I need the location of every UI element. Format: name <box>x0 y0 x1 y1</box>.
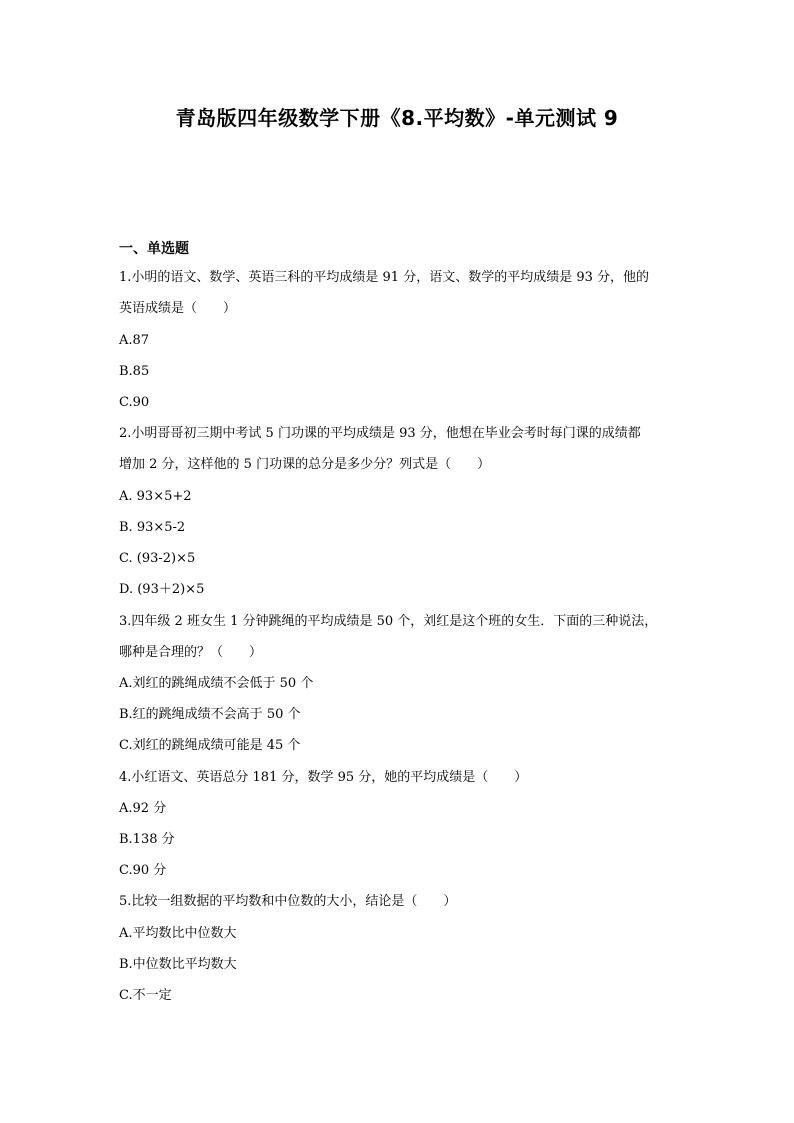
question-1-text-line-2: 英语成绩是（ ） <box>119 301 237 316</box>
question-3-option-a: A.刘红的跳绳成绩不会低于 50 个 <box>119 676 314 691</box>
question-1-option-c: C.90 <box>119 395 150 410</box>
question-2-option-d: D. (93＋2)×5 <box>119 582 205 597</box>
question-2-option-a: A. 93×5+2 <box>119 489 192 504</box>
question-1-text-line-1: 1.小明的语文、数学、英语三科的平均成绩是 91 分，语文、数学的平均成绩是 93 分，他的 <box>119 270 650 285</box>
question-5-option-b: B.中位数比平均数大 <box>119 957 237 972</box>
question-3-text-line-1: 3.四年级 2 班女生 1 分钟跳绳的平均成绩是 50 个，刘红是这个班的女生．下面的三种说法， <box>119 614 658 629</box>
question-3-option-c: C.刘红的跳绳成绩可能是 45 个 <box>119 738 301 753</box>
question-1-option-a: A.87 <box>119 333 150 348</box>
question-4-option-c: C.90 分 <box>119 863 167 878</box>
section-heading-single-choice: 一、单选题 <box>119 241 189 257</box>
question-4-option-b: B.138 分 <box>119 832 175 847</box>
question-2-option-b: B. 93×5-2 <box>119 520 186 535</box>
question-1-option-b: B.85 <box>119 364 150 379</box>
question-2-option-c: C. (93-2)×5 <box>119 551 196 566</box>
question-2-text-line-2: 增加 2 分，这样他的 5 门功课的总分是多少分？列式是（ ） <box>119 457 491 472</box>
question-4-text: 4.小红语文、英语总分 181 分，数学 95 分，她的平均成绩是（ ） <box>119 770 528 785</box>
question-3-text-line-2: 哪种是合理的？（ ） <box>119 645 263 660</box>
question-2-text-line-1: 2.小明哥哥初三期中考试 5 门功课的平均成绩是 93 分，他想在毕业会考时每门课的成绩都 <box>119 426 641 441</box>
question-5-option-a: A.平均数比中位数大 <box>119 926 237 941</box>
question-4-option-a: A.92 分 <box>119 801 167 816</box>
question-3-option-b: B.红的跳绳成绩不会高于 50 个 <box>119 707 301 722</box>
document-title: 青岛版四年级数学下册《8.平均数》-单元测试 9 <box>175 106 619 130</box>
question-5-option-c: C.不一定 <box>119 988 172 1003</box>
question-5-text: 5.比较一组数据的平均数和中位数的大小，结论是（ ） <box>119 894 457 909</box>
